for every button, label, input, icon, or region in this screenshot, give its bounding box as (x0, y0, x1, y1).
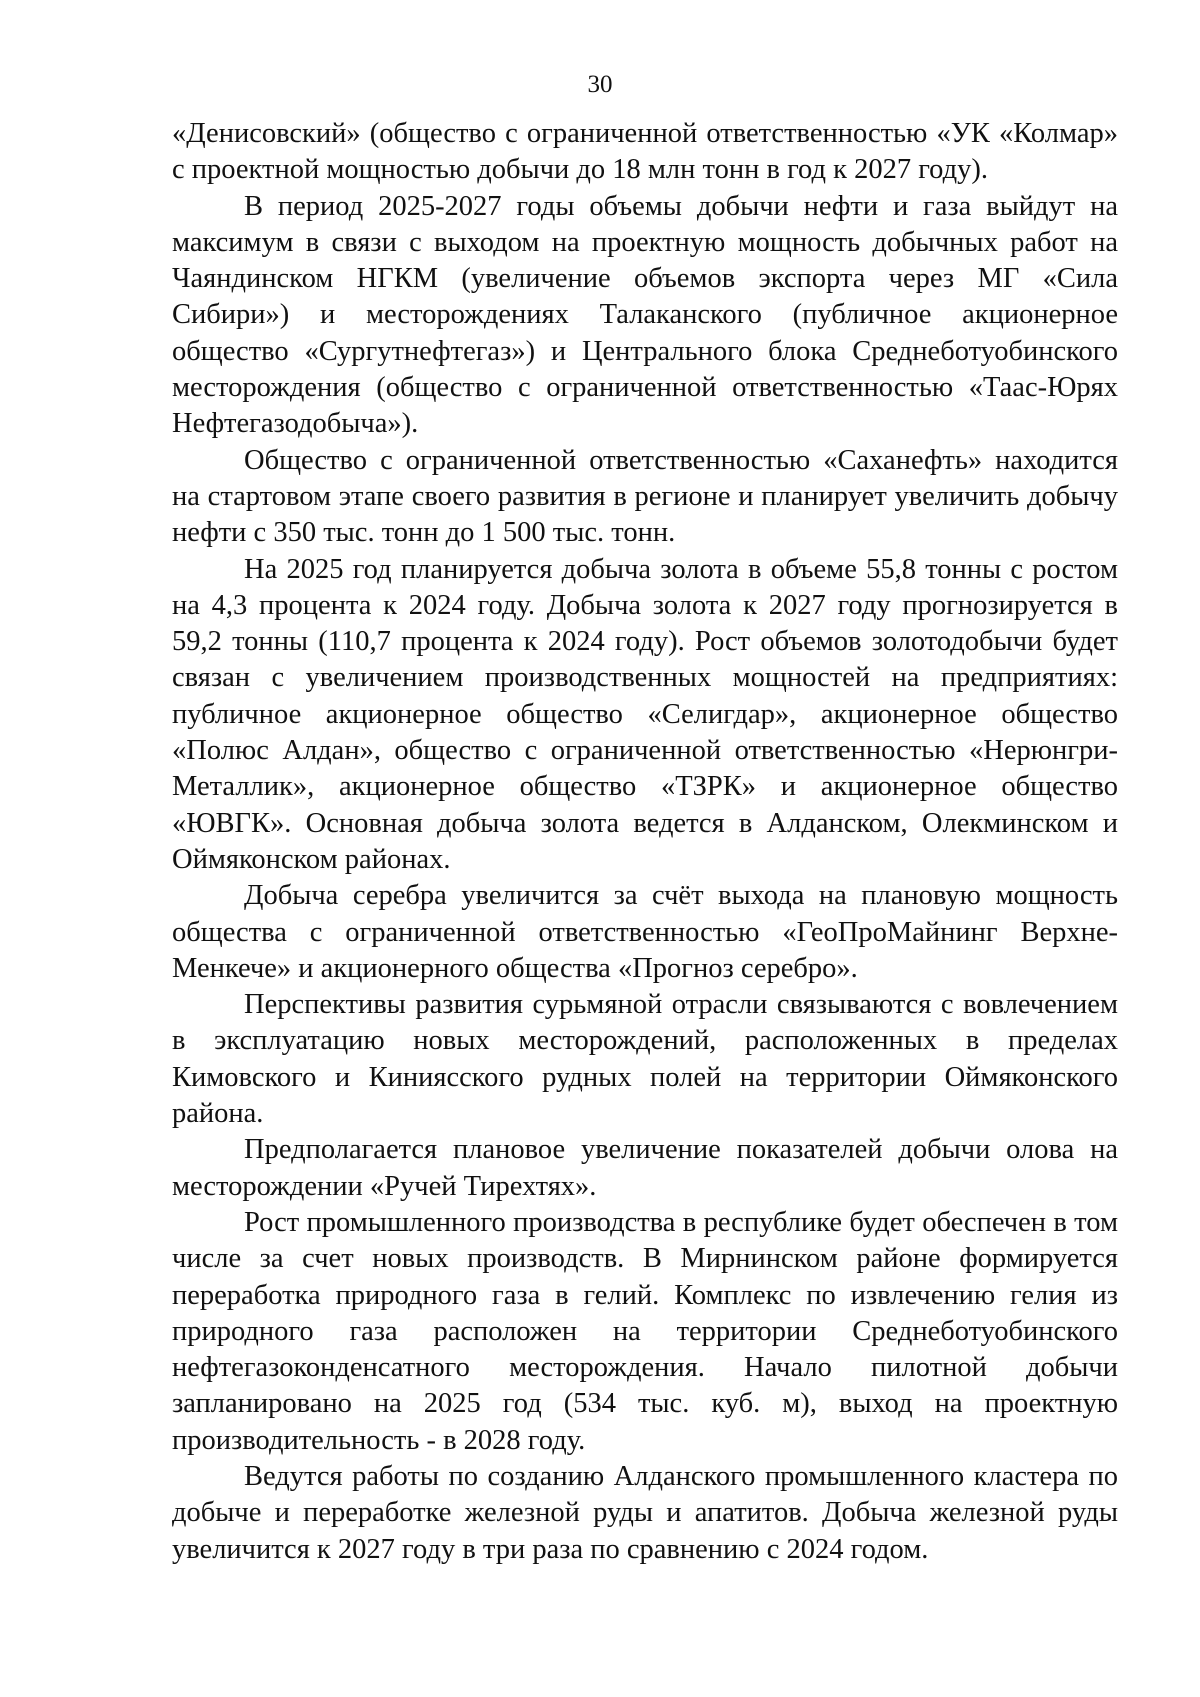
paragraph-helium: Рост промышленного производства в республике будет обеспечен в том числе за счет новых производств. В Мирнинском районе формируется переработка природного газа в гелий. Комплекс по извлечению гелия из природного газа расположен на территории Среднеботуобинского нефтегазоконденсатного месторождения. Начало пилотной добычи запланировано на 2025 год (534 тыс. куб. м), выход на проектную производительность - в 2028 году. (172, 1206, 1118, 1456)
document-body (172, 116, 1118, 1568)
paragraph-silver: Добыча серебра увеличится за счёт выхода на плановую мощность общества с ограниченной ответственностью «ГеоПроМайнинг Верхне-Менкече» и акционерного общества «Прогноз серебро». (172, 880, 1118, 984)
paragraph-antimony: Перспективы развития сурьмяной отрасли связываются с вовлечением в эксплуатацию новых месторождений, расположенных в пределах Кимовского и Киниясского рудных полей на территории Оймяконского района. (172, 989, 1118, 1130)
paragraph-oil-gas: В период 2025-2027 годы объемы добычи нефти и газа выйдут на максимум в связи с выходом на проектную мощность добычных работ на Чаяндинском НГКМ (увеличение объемов экспорта через МГ «Сила Сибири») и месторождениях Талаканского (публичное акционерное общество «Сургутнефтегаз») и Центрального блока Среднеботуобинского месторождения (общество с ограниченной ответственностью «Таас-Юрях Нефтегазодобыча»). (172, 190, 1118, 440)
paragraph-denisovsky: «Денисовский» (общество с ограниченной ответственностью «УК «Колмар» с проектной мощностью добычи до 18 млн тонн в год к 2027 году). (172, 118, 1118, 186)
paragraph-gold: На 2025 год планируется добыча золота в объеме 55,8 тонны с ростом на 4,3 процента к 2024 году. Добыча золота к 2027 году прогнозируется в 59,2 тонны (110,7 процента к 2024 году). Рост объемов золотодобычи будет связан с увеличением производственных мощностей на предприятиях: публичное акционерное общество «Селигдар», акционерное общество «Полюс Алдан», общество с ограниченной ответственностью «Нерюнгри-Металлик», акционерное общество «ТЗРК» и акционерное общество «ЮВГК». Основная добыча золота ведется в Алданском, Олекминском и Оймяконском районах. (172, 553, 1118, 875)
paragraph-iron-ore: Ведутся работы по созданию Алданского промышленного кластера по добыче и переработке железной руды и апатитов. Добыча железной руды увеличится к 2027 году в три раза по сравнению с 2024 годом. (172, 1460, 1118, 1565)
page-number: 30 (587, 71, 613, 98)
paragraph-sakhaneft: Общество с ограниченной ответственностью «Саханефть» находится на стартовом этапе своего развития в регионе и планирует увеличить добычу нефти с 350 тыс. тонн до 1 500 тыс. тонн. (172, 444, 1118, 549)
paragraph-tin: Предполагается плановое увеличение показателей добычи олова на месторождении «Ручей Тирехтях». (172, 1134, 1118, 1202)
